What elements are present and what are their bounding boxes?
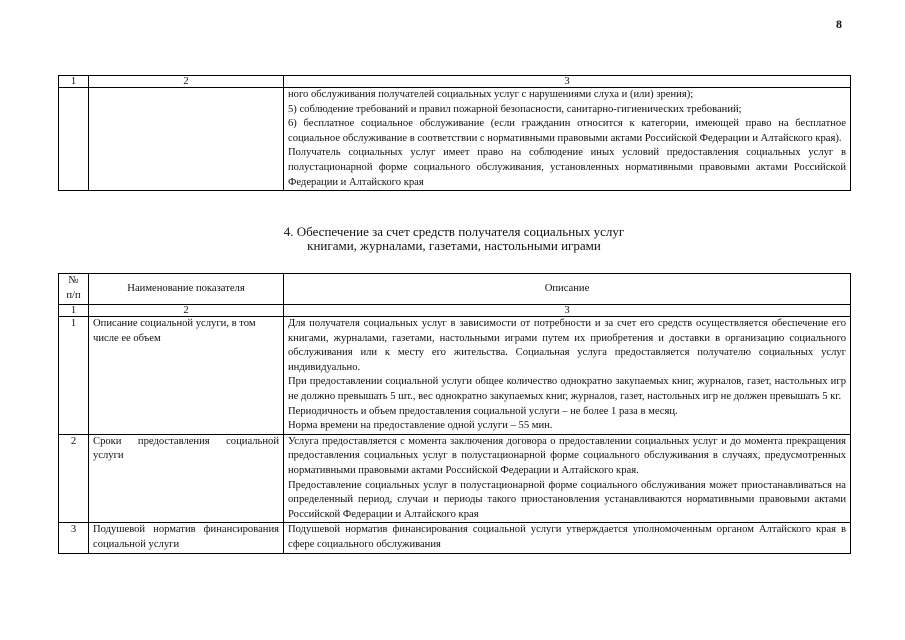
header-indicator: Наименование показателя	[89, 274, 284, 305]
row-number: 3	[59, 523, 89, 553]
column-number: 1	[59, 76, 89, 88]
section-title	[58, 225, 850, 253]
text-line: ного обслуживания получателей социальных услуг с нарушениями слуха и (или) зрения);	[288, 89, 694, 100]
table-row	[59, 434, 851, 523]
column-number-row	[59, 76, 851, 88]
empty-cell	[89, 88, 284, 191]
table-row	[59, 317, 851, 435]
paragraph: Услуга предоставляется с момента заключения договора о предоставлении социальных услуг и до момента прекращения предоставления социальных услуг в полустационарной форме социального обслуживания в случаях, предусмотренных нормативными правовыми актами Российской Федерации и Алтайского края.	[288, 435, 846, 476]
column-number: 3	[284, 305, 851, 317]
table-row	[59, 523, 851, 553]
paragraph: Для получателя социальных услуг в зависимости от потребности и за счет его средств осуществляется обеспечение его книгами, журналами, газетами, настольными играми путем их приобретения и доставки в организацию социального обслуживания или к месту его жительства. Социальная услуга предоставляется получателю социальных услуг индивидуально.	[288, 318, 846, 373]
row-number: 1	[59, 317, 89, 435]
continuation-description	[284, 88, 851, 191]
section-title-line: книгами, журналами, газетами, настольными играми	[307, 238, 601, 253]
column-number: 2	[89, 76, 284, 88]
indicator-name: Сроки предоставления социальной услуги	[89, 434, 284, 523]
text-line: Получатель социальных услуг имеет право на соблюдение иных условий предоставления социальных услуг в полустационарной форме социального обслуживания, установленных нормативными правовыми актами Российской Федерации и Алтайского края	[288, 147, 846, 188]
indicator-name: Описание социальной услуги, в том числе ее объем	[89, 317, 284, 435]
paragraph: При предоставлении социальной услуги общее количество однократно закупаемых книг, журналов, газет, настольных игр не должно превышать 5 шт., вес однократно закупаемых книг, журналов, газет, настольных игр не должен превышать 5 кг.	[288, 376, 846, 402]
column-number: 3	[284, 76, 851, 88]
paragraph: Предоставление социальных услуг в полустационарной форме социального обслуживания может приостанавливаться на определенный период, случаи и периоды такого приостановления устанавливаются нормативными правовыми актами Российской Федерации и Алтайского края	[288, 479, 846, 520]
paragraph: Подушевой норматив финансирования социальной услуги утверждается уполномоченным органом Алтайского края в сфере социального обслуживания	[288, 524, 846, 550]
paragraph: Норма времени на предоставление одной услуги – 55 мин.	[288, 420, 553, 432]
header-description: Описание	[284, 274, 851, 305]
row-number: 2	[59, 434, 89, 523]
page-number: 8	[836, 17, 842, 31]
header-row	[59, 274, 851, 305]
header-number: № п/п	[59, 274, 89, 305]
indicator-name: Подушевой норматив финансирования социальной услуги	[89, 523, 284, 553]
continuation-table	[58, 75, 851, 191]
section-title-line: 4. Обеспечение за счет средств получателя социальных услуг	[283, 224, 625, 239]
empty-cell	[59, 88, 89, 191]
column-number: 1	[59, 305, 89, 317]
column-number-row	[59, 305, 851, 317]
column-number: 2	[89, 305, 284, 317]
description-cell	[284, 523, 851, 553]
text-line: 6) бесплатное социальное обслуживание (если гражданин относится к категории, имеющей право на бесплатное социальное обслуживание в соответствии с нормативными правовыми актами Российской Федерации и Алтайского края).	[288, 118, 846, 144]
paragraph: Периодичность и объем предоставления социальной услуги – не более 1 раза в месяц.	[288, 405, 678, 417]
description-cell	[284, 317, 851, 435]
text-line: 5) соблюдение требований и правил пожарной безопасности, санитарно-гигиенических требований;	[288, 103, 742, 115]
service-table	[58, 273, 851, 554]
continuation-row	[59, 88, 851, 191]
description-cell	[284, 434, 851, 523]
